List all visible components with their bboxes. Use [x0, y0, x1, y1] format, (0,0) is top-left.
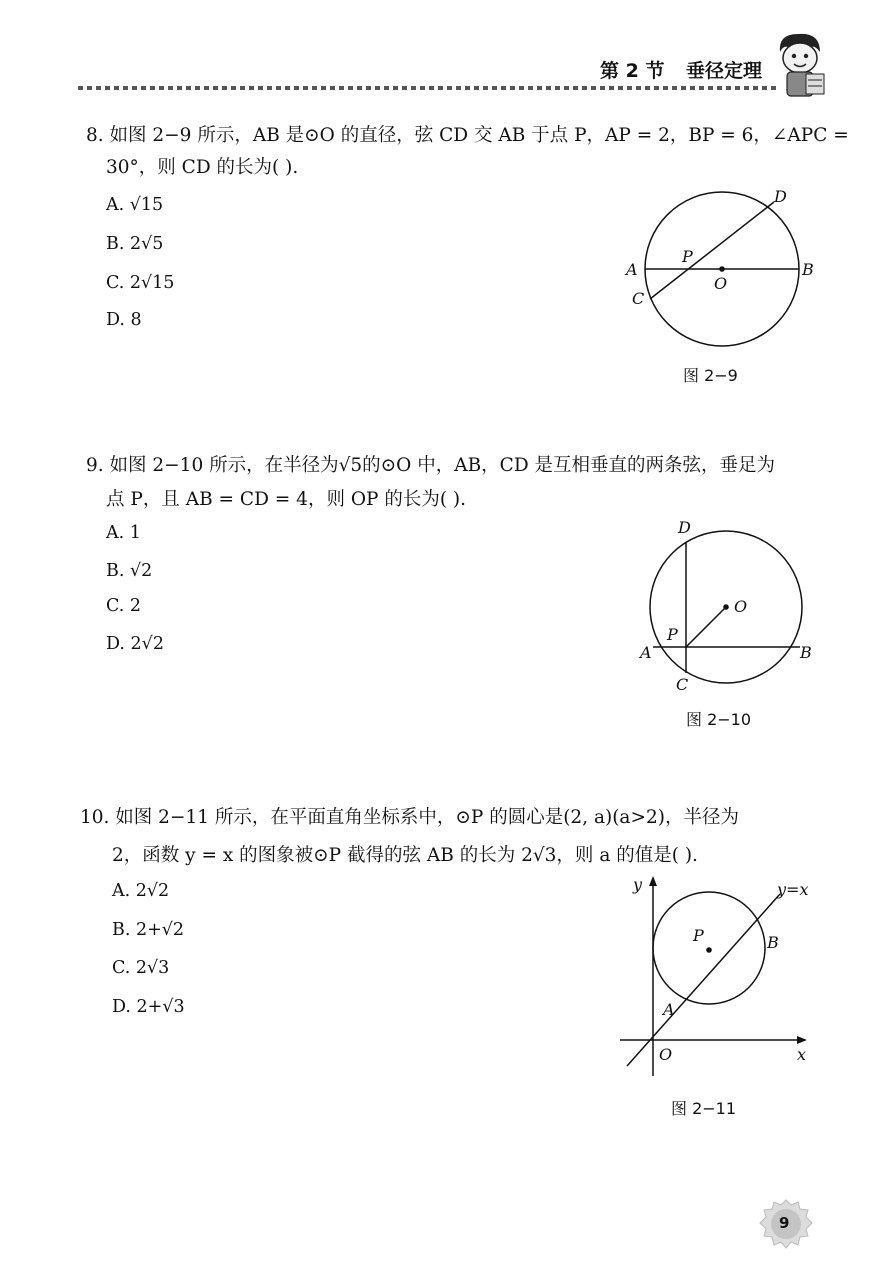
figure-2-11-caption: 图 2−11	[671, 1099, 737, 1118]
label-p: P	[682, 247, 693, 266]
label-o: O	[714, 274, 728, 293]
label-o: O	[734, 597, 748, 616]
center-p-point	[706, 947, 712, 953]
label-c: C	[632, 289, 645, 308]
label-a: A	[663, 1000, 675, 1019]
question-10-line-2: 2，函数 y = x 的图象被⊙P 截得的弦 AB 的长为 2√3，则 a 的值是( ).	[112, 845, 698, 866]
question-9-option-d: D. 2√2	[106, 634, 164, 654]
label-d: D	[774, 187, 787, 206]
section-label: 第 2 节	[600, 60, 665, 82]
question-8-line-2: 30°，则 CD 的长为( ).	[106, 157, 299, 178]
center-o-point	[719, 266, 725, 272]
question-10-option-b: B. 2+√2	[112, 920, 185, 940]
label-b: B	[800, 643, 812, 662]
label-d: D	[678, 518, 691, 537]
question-9-option-a: A. 1	[106, 523, 141, 543]
question-10-line-1: 10. 如图 2−11 所示，在平面直角坐标系中，⊙P 的圆心是(2, a)(a>2)，半径为	[80, 807, 739, 828]
label-y: y	[633, 875, 643, 894]
question-8-option-b: B. 2√5	[106, 234, 164, 254]
question-8-line-1: 8. 如图 2−9 所示，AB 是⊙O 的直径，弦 CD 交 AB 于点 P，AP = 2，BP = 6，∠APC =	[86, 125, 849, 146]
mascot-icon	[770, 30, 832, 100]
question-9-line-2: 点 P，且 AB = CD = 4，则 OP 的长为( ).	[106, 489, 467, 510]
label-y-equals-x: y=x	[777, 880, 809, 899]
figure-2-9	[610, 180, 830, 370]
chord-cd	[650, 202, 774, 299]
question-9-option-b: B. √2	[106, 561, 153, 581]
label-a: A	[626, 260, 638, 279]
label-o: O	[659, 1045, 673, 1064]
label-p: P	[667, 625, 678, 644]
question-8-option-d: D. 8	[106, 310, 142, 330]
question-8-option-c: C. 2√15	[106, 273, 175, 293]
label-c: C	[676, 675, 689, 694]
label-x: x	[797, 1045, 807, 1064]
center-o-point	[723, 604, 729, 610]
label-p: P	[693, 926, 704, 945]
question-10-option-a: A. 2√2	[112, 881, 170, 901]
y-axis-arrow	[649, 876, 657, 886]
question-9-line-1: 9. 如图 2−10 所示，在半径为√5的⊙O 中，AB，CD 是互相垂直的两条弦，垂足为	[86, 455, 776, 476]
label-b: B	[802, 260, 814, 279]
label-b: B	[767, 933, 779, 952]
segment-op	[686, 607, 726, 647]
figure-2-9-caption: 图 2−9	[683, 366, 738, 385]
question-9-option-c: C. 2	[106, 596, 142, 616]
question-10-option-d: D. 2+√3	[112, 997, 185, 1017]
header-divider	[78, 86, 778, 90]
question-8-option-a: A. √15	[106, 195, 164, 215]
figure-2-10	[630, 515, 830, 695]
figure-2-11	[605, 868, 825, 1083]
x-axis-arrow	[797, 1036, 807, 1044]
question-10-option-c: C. 2√3	[112, 958, 170, 978]
label-a: A	[640, 643, 652, 662]
section-title: 垂径定理	[686, 60, 763, 82]
page-number: 9	[779, 1214, 790, 1232]
figure-2-10-caption: 图 2−10	[686, 710, 752, 729]
